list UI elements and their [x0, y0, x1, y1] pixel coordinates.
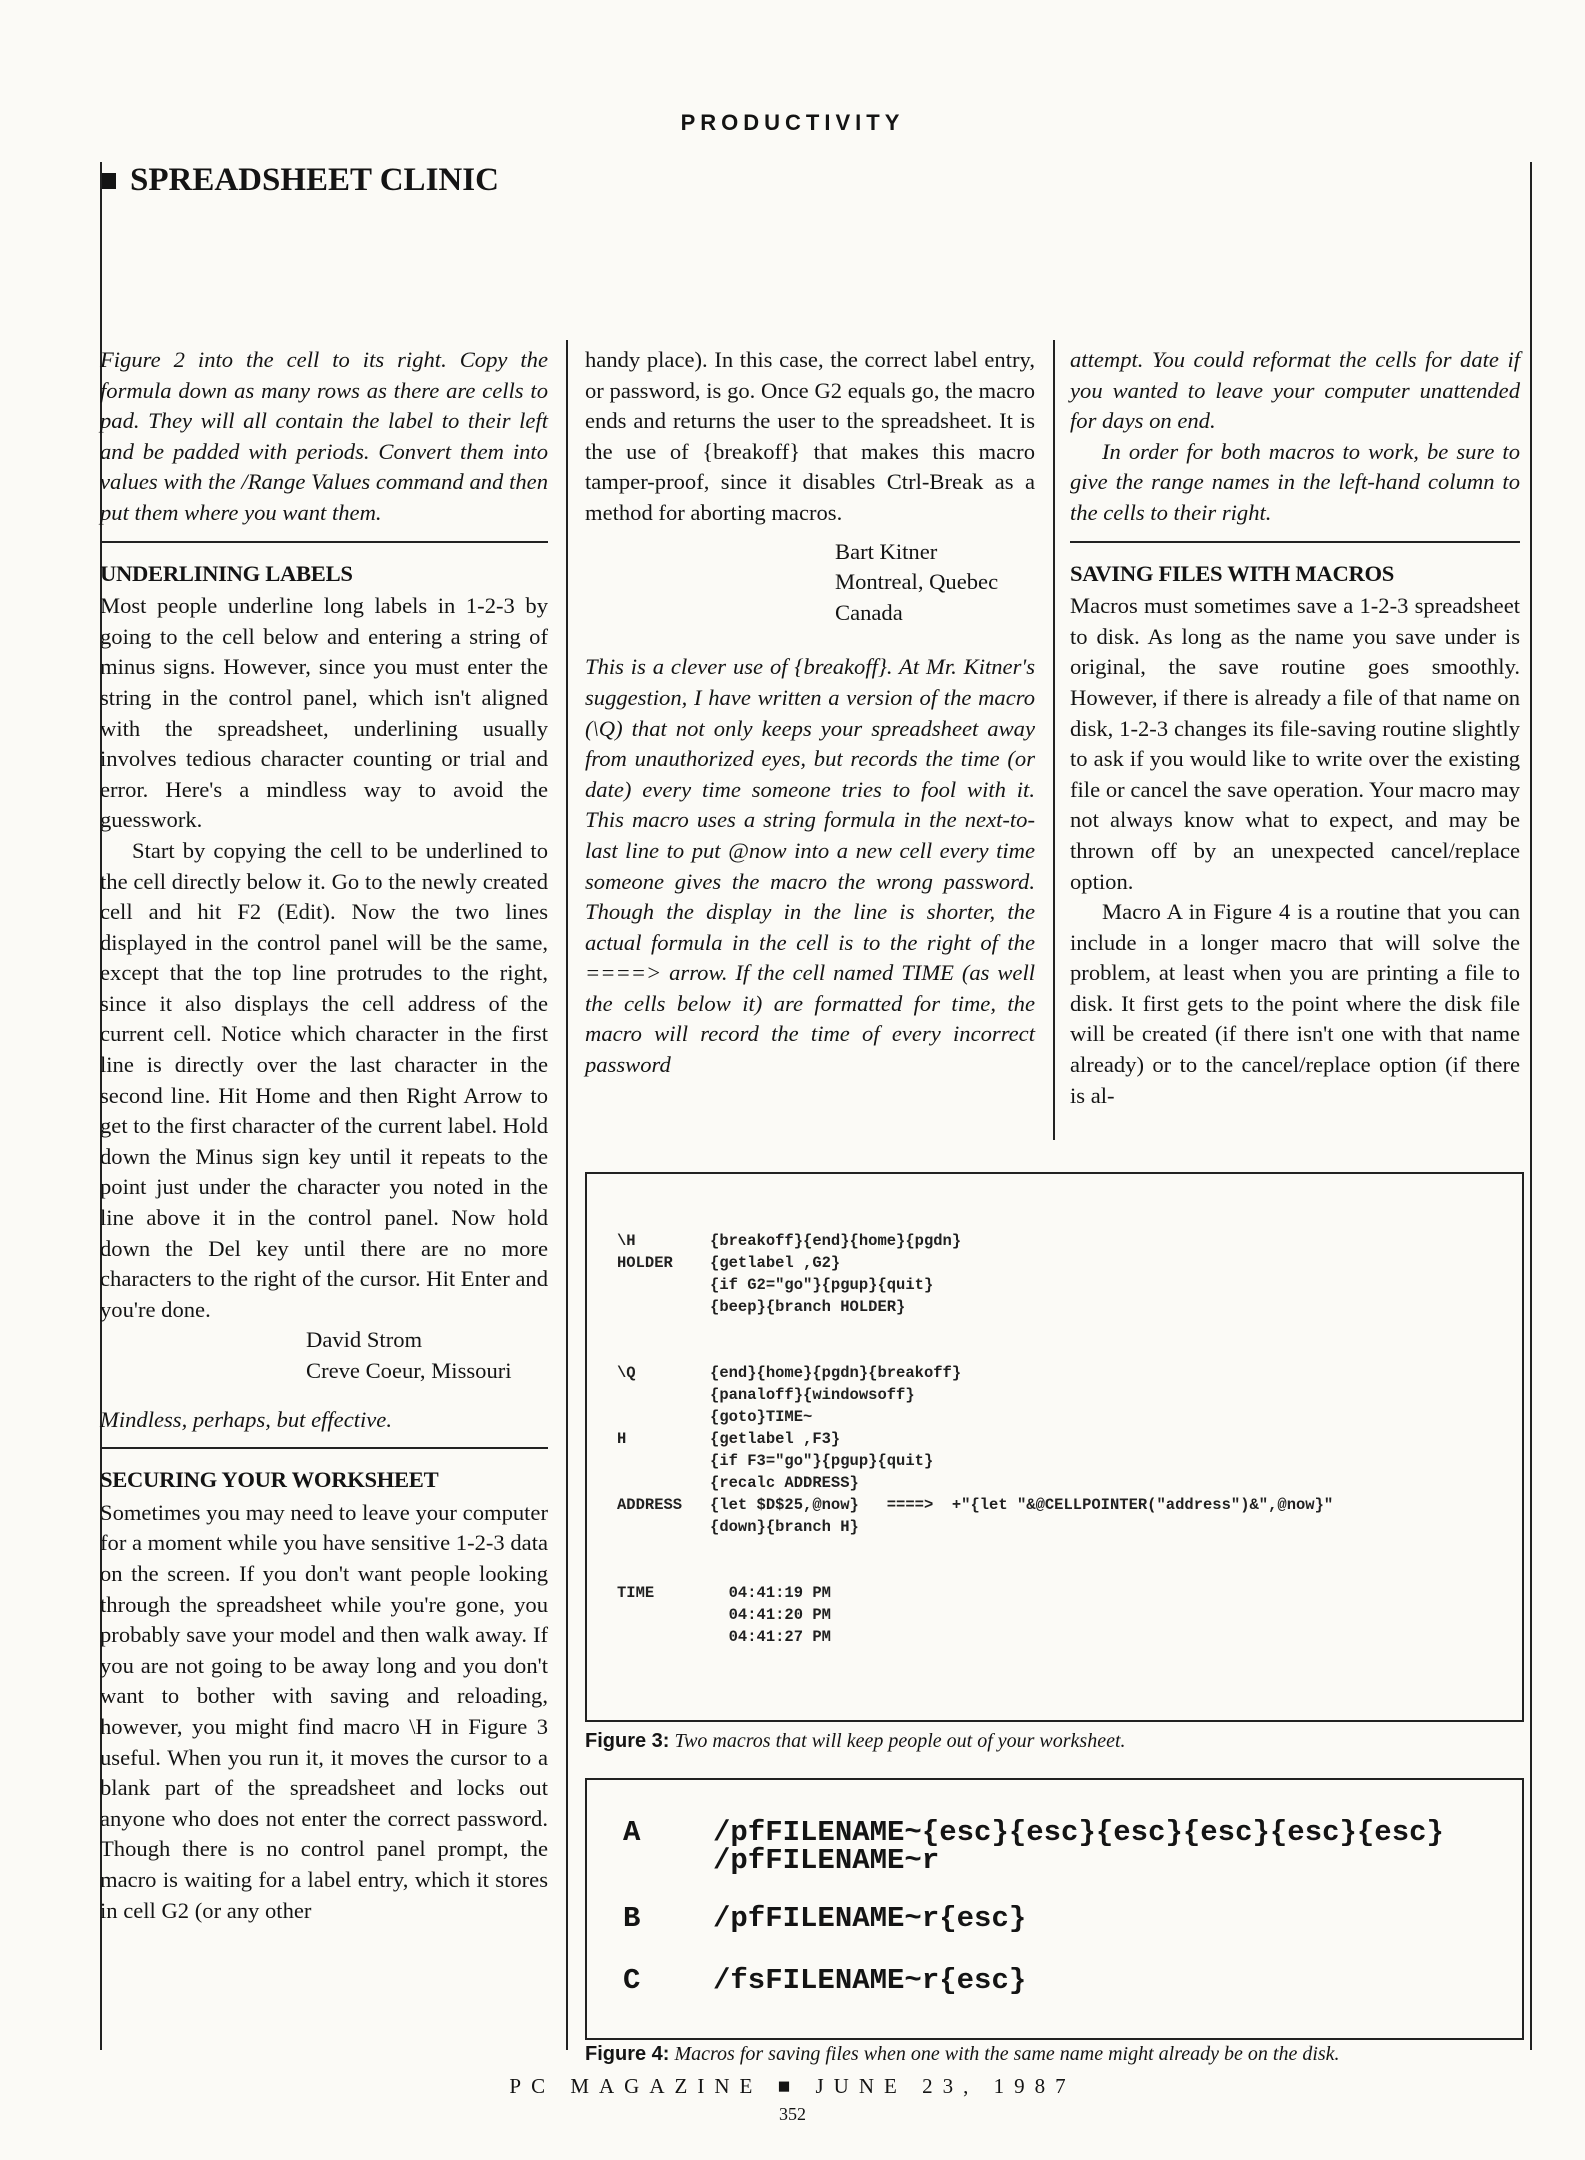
figure-3-caption-text: Two macros that will keep people out of your worksheet.	[674, 1730, 1126, 1752]
col1-paragraph-2: Most people underline long labels in 1-2-3 by going to the cell below and entering a string of minus signs. However, since you must enter the string in the control panel, which isn't aligned with the spreadsheet, underlining usually involves tedious character counting or trial and error. Here's a mindless way to avoid the guesswork.	[100, 593, 548, 833]
column-title	[100, 162, 499, 199]
title-bullet-icon	[100, 173, 116, 189]
col1-paragraph-1: Figure 2 into the cell to its right. Copy the formula down as many rows as there are cells to pad. They will all contain the label to their left and be padded with periods. Convert them into values with the /Range Values command and then put them where you want them.	[100, 347, 548, 525]
column-divider-1	[566, 340, 568, 2050]
figure-3-code-line: {down}{branch H}	[617, 1518, 859, 1536]
col3-paragraph-4: Macro A in Figure 4 is a routine that you can include in a longer macro that will solve the problem, at least when you are printing a file to disk. It first gets to the point where the disk file will be created (if there isn't one with that name already) or to the cancel/replace option (if there is al-	[1070, 899, 1520, 1108]
signature-name-2: Bart Kitner	[835, 538, 938, 564]
figure-4-box	[585, 1778, 1524, 2040]
figure-3-code-line: \Q {end}{home}{pgdn}{breakoff}	[617, 1364, 962, 1382]
editor-comment-1: Mindless, perhaps, but effective.	[100, 1406, 392, 1432]
figure-3-code-line: 04:41:20 PM	[617, 1606, 831, 1624]
signature-city-2: Montreal, Quebec	[835, 569, 999, 595]
figure-3-caption	[585, 1730, 1126, 1753]
signature-name-1: David Strom	[306, 1327, 423, 1353]
col2-paragraph-1: handy place). In this case, the correct label entry, or password, is go. Once G2 equals go, the macro ends and returns the user to the spreadsheet. It is the use of {breakoff} that makes this macro tamper-proof, since it disables Ctrl-Break as a method for aborting macros.	[585, 347, 1035, 525]
figure-3-code-line: {beep}{branch HOLDER}	[617, 1298, 906, 1316]
col1-paragraph-3: Start by copying the cell to be underlined to the cell directly below it. Go to the newly created cell and hit F2 (Edit). Now the two lines displayed in the control panel will be the same, except that the top line protrudes to the right, since it also displays the cell address of the current cell. Notice which character in the first line is directly over the last character in the second line. Hit Home and then Right Arrow to get to the first character of the current label. Hold down the Minus sign key until it repeats to the point just under the character you noted in the line above it in the control panel. Now hold down the Del key until there are no more characters to the right of the cursor. Hit Enter and you're done.	[100, 837, 548, 1322]
subhead-underlining-labels: UNDERLINING LABELS	[100, 560, 353, 586]
col3-paragraph-3: Macros must sometimes save a 1-2-3 spreadsheet to disk. As long as the name you save under is original, the save routine goes smoothly. However, if there is already a file of that name on disk, 1-2-3 changes its file-saving routine slightly to ask if you would like to write over the existing file or cancel the save operation. Your macro may not always know what to expect, and may be thrown off by an unexpected cancel/replace option.	[1070, 593, 1520, 894]
figure-4-row-c-label: C	[623, 1964, 641, 1997]
figure-3-code-line: {if F3="go"}{pgup}{quit}	[617, 1452, 934, 1470]
column-divider-2	[1053, 340, 1055, 1140]
right-border-rule	[1530, 162, 1532, 2050]
signature-country-2: Canada	[835, 599, 903, 625]
figure-4-row-a-label: A	[623, 1816, 641, 1849]
col3-paragraph-2: In order for both macros to work, be sure to give the range names in the left-hand column to the cells to their right.	[1070, 438, 1520, 525]
column-2	[585, 345, 1035, 1081]
figure-4-caption-label: Figure 4:	[585, 2043, 670, 2065]
figure-3-code-line: \H {breakoff}{end}{home}{pgdn}	[617, 1232, 962, 1250]
figure-3-code-line: {panaloff}{windowsoff}	[617, 1386, 915, 1404]
figure-4-row-c-line1: /fsFILENAME~r{esc}	[713, 1964, 1027, 1997]
figure-3-code-line: HOLDER {getlabel ,G2}	[617, 1254, 841, 1272]
figure-4-row-b-label: B	[623, 1902, 641, 1935]
figure-4-row-a-line1: /pfFILENAME~{esc}{esc}{esc}{esc}{esc}{esc}	[713, 1816, 1444, 1849]
figure-4-caption	[585, 2043, 1340, 2066]
subhead-saving-files: SAVING FILES WITH MACROS	[1070, 560, 1395, 586]
page-number: 352	[779, 2104, 806, 2124]
column-title-text: SPREADSHEET CLINIC	[130, 162, 499, 198]
magazine-footer: PC MAGAZINE ■ JUNE 23, 1987	[509, 2074, 1076, 2098]
figure-4-caption-text: Macros for saving files when one with the same name might already be on the disk.	[674, 2043, 1340, 2065]
figure-3-code-line: ADDRESS {let $D$25,@now} ====> +"{let "&@CELLPOINTER("address")&",@now}"	[617, 1496, 1334, 1514]
editor-comment-2: This is a clever use of {breakoff}. At Mr. Kitner's suggestion, I have written a version of the macro (\Q) that not only keeps your spreadsheet away from unauthorized eyes, but records the time (or date) every time someone tries to fool with it. This macro uses a string formula in the next-to-last line to put @now into a new cell every time someone gives the macro the wrong password. Though the display in the line is shorter, the actual formula in the cell is to the right of the ====> arrow. If the cell named TIME (as well the cells below it) are formatted for time, the macro will record the time of every incorrect password	[585, 654, 1035, 1078]
col3-divider-1	[1070, 541, 1520, 543]
figure-3-box	[585, 1172, 1524, 1722]
figure-3-code-line: 04:41:27 PM	[617, 1628, 831, 1646]
column-3	[1070, 345, 1520, 1111]
figure-3-code-line: TIME 04:41:19 PM	[617, 1584, 831, 1602]
figure-3-code-line: {goto}TIME~	[617, 1408, 813, 1426]
signature-place-1: Creve Coeur, Missouri	[306, 1358, 512, 1383]
figure-3-caption-label: Figure 3:	[585, 1730, 670, 1752]
figure-3-code-line: {recalc ADDRESS}	[617, 1474, 859, 1492]
col3-paragraph-1: attempt. You could reformat the cells for date if you wanted to leave your computer unattended for days on end.	[1070, 347, 1520, 434]
section-header: PRODUCTIVITY	[680, 110, 905, 135]
figure-3-code-line: {if G2="go"}{pgup}{quit}	[617, 1276, 934, 1294]
col1-paragraph-4: Sometimes you may need to leave your computer for a moment while you have sensitive 1-2-3 data on the screen. If you don't want people looking through the spreadsheet while you're gone, you probably save your model and then walk away. If you are not going to be away long and you don't want to bother with saving and reloading, however, you might find macro \H in Figure 3 useful. When you run it, it moves the cursor to a blank part of the spreadsheet and locks out anyone who does not enter the correct password. Though there is no control panel prompt, the macro is waiting for a label entry, which it stores in cell G2 (or any other	[100, 1499, 548, 1923]
figure-4-row-a-line2: /pfFILENAME~r	[713, 1844, 940, 1877]
subhead-securing-worksheet: SECURING YOUR WORKSHEET	[100, 1467, 439, 1493]
figure-3-code-line: H {getlabel ,F3}	[617, 1430, 841, 1448]
column-1	[100, 345, 548, 1926]
col1-divider-2	[100, 1447, 548, 1449]
figure-4-row-b-line1: /pfFILENAME~r{esc}	[713, 1902, 1027, 1935]
col1-divider-1	[100, 541, 548, 543]
